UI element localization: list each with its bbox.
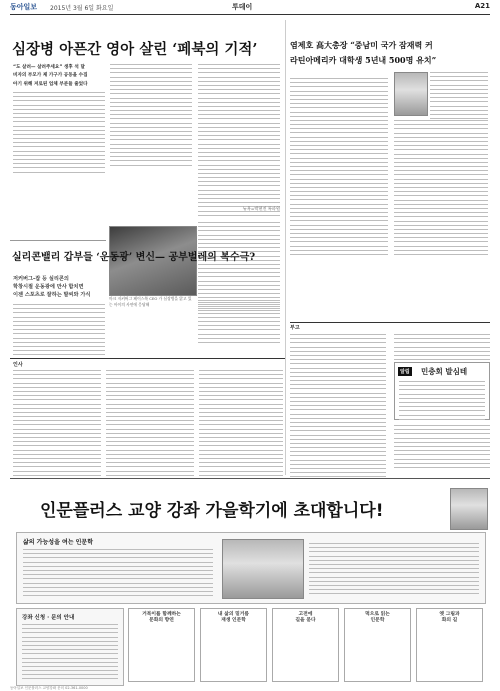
page-number: A21 bbox=[474, 2, 490, 10]
right-body-col2b bbox=[394, 120, 488, 258]
card-sub: 인문학 bbox=[370, 618, 385, 623]
obit-heading: 인사 bbox=[13, 362, 23, 368]
lead-line: 아기 위해 저로된 업체 부분들 줄었다 bbox=[13, 81, 88, 87]
memorial-box bbox=[394, 362, 490, 420]
issue-date: 2015년 3월 6일 화요일 bbox=[50, 5, 114, 12]
card-sub: 화의 길 bbox=[441, 618, 458, 623]
people-col2b bbox=[394, 425, 490, 471]
people-col1 bbox=[290, 334, 386, 481]
people-col2 bbox=[394, 334, 490, 363]
photo-caption: 마크 저커버그 페이스북 CEO 가 심장병을 앓고 있는 아이의 사연에 응답해 bbox=[109, 296, 192, 307]
ad-card[interactable] bbox=[200, 608, 267, 682]
column-divider bbox=[285, 20, 286, 475]
ad-card[interactable] bbox=[416, 608, 483, 682]
ad-rule bbox=[10, 478, 490, 479]
obit-col2 bbox=[106, 370, 194, 479]
ad-qr-icon bbox=[450, 488, 488, 530]
subhead-line: 학창시절 운동광에 만사 합치면 bbox=[13, 284, 84, 290]
ad-card[interactable] bbox=[272, 608, 339, 682]
main-body-col2 bbox=[110, 64, 192, 169]
masthead bbox=[10, 2, 490, 14]
main-body-col3 bbox=[198, 64, 280, 219]
person-photo bbox=[394, 72, 428, 116]
main-body-col1 bbox=[13, 92, 105, 176]
ad-footer: 동아일보 인문플러스 교양강좌 문의 02-361-0000 bbox=[10, 686, 88, 690]
memorial-tag: 알림 bbox=[400, 369, 410, 375]
ad-cards bbox=[128, 608, 484, 684]
subhead-line: 이젠 스포츠로 잘하는 말씨와 가식 bbox=[13, 292, 91, 298]
left-subhead bbox=[13, 275, 108, 299]
newspaper-logo: 동아일보 bbox=[10, 2, 38, 11]
ad-card[interactable] bbox=[128, 608, 195, 682]
memorial-title: 민충회 발심테 bbox=[421, 367, 468, 376]
right-headline-line2: 라틴아메리카 대학생 5년내 500명 유치” bbox=[290, 55, 437, 65]
ad-photo bbox=[222, 539, 304, 599]
memorial-text bbox=[399, 381, 485, 423]
obit-rule bbox=[10, 358, 285, 359]
obit-col3 bbox=[199, 370, 283, 479]
left-body-col3 bbox=[198, 300, 280, 346]
lead-line: 비자의 부모가 제 가구가 공동을 수집 bbox=[13, 73, 88, 79]
ad-info-text bbox=[22, 624, 118, 683]
ad-intro-text2 bbox=[309, 543, 479, 597]
subhead-line: 저커버그-잡 등 실리콘의 bbox=[13, 276, 69, 282]
main-headline: 심장병 아픈간 영아 살린 ‘페북의 기적’ bbox=[12, 41, 258, 58]
card-sub: 재생 인문학 bbox=[221, 618, 246, 623]
ad-intro-text bbox=[23, 549, 213, 599]
card-sub: 문화의 향연 bbox=[149, 618, 174, 623]
right-obit-heading: 부고 bbox=[290, 325, 300, 331]
right-body-col2a bbox=[430, 72, 488, 122]
section-rule bbox=[10, 240, 106, 241]
right-headline-line1: 염제호 高大총장 “중남미 국가 잠재력 커 bbox=[290, 40, 433, 50]
ad-card[interactable] bbox=[344, 608, 411, 682]
masthead-rule bbox=[10, 14, 490, 15]
ad-info-heading: 강좌 신청 · 문의 안내 bbox=[22, 615, 75, 621]
card-sub: 길을 묻다 bbox=[295, 618, 316, 623]
section-name: 투데이 bbox=[232, 3, 253, 11]
lead-line: “도 살려— 살려주세요” 생후 석 달 bbox=[13, 65, 85, 70]
ad-intro-box bbox=[16, 532, 486, 604]
card-title: 먹으로 읽는 bbox=[365, 612, 390, 617]
left-body bbox=[13, 304, 105, 363]
ad-info-box bbox=[16, 608, 124, 686]
card-title: 옛 그림과 bbox=[439, 612, 460, 617]
card-title: 고전에 bbox=[298, 612, 313, 617]
main-lead bbox=[13, 64, 105, 89]
right-obit-rule bbox=[290, 322, 490, 323]
card-title: 거북이를 함께하는 bbox=[142, 612, 181, 617]
left-headline: 실리콘밸리 갑부들 ‘운동광’ 변신— 공부벌레의 복수극? bbox=[12, 252, 256, 263]
card-title: 내 삶의 밑거름 bbox=[217, 612, 250, 617]
ad-area bbox=[10, 480, 490, 687]
main-byline: 뉴욕=박현진 특파원 bbox=[242, 206, 280, 211]
right-body-col1 bbox=[290, 78, 388, 258]
ad-intro-heading: 삶의 가능성을 여는 인문학 bbox=[23, 539, 94, 546]
ad-title: 인문플러스 교양 강좌 가을학기에 초대합니다! bbox=[40, 501, 384, 521]
obit-col1 bbox=[13, 370, 101, 479]
